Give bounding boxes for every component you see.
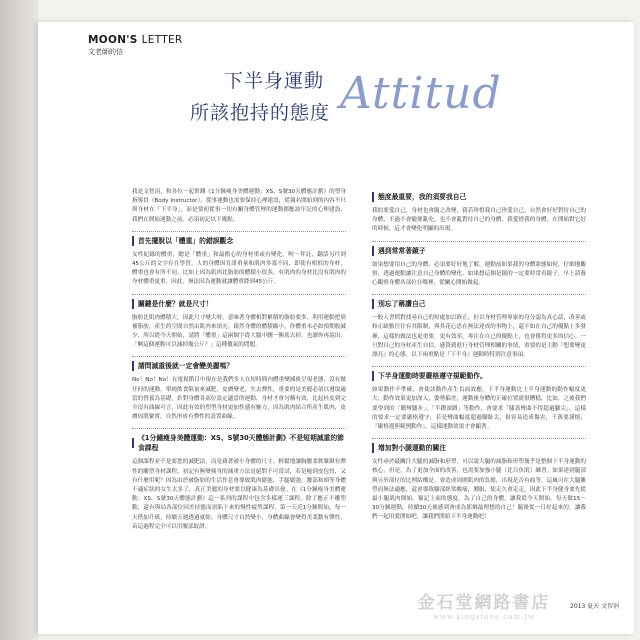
section-divider [132,294,346,295]
page-footer: 2013 夏天 文智涓 [570,603,620,610]
section-body: 女性紀錄的體重，總是「體重」和最擔心的身材重或有變化，喔～拜託，翻話另往到45公斤的文字存在學習。人的身體因肯諾重量和肌肉多寡不同，即使有相似的身材，體重也會有所不同。比如上因為肌肉比脂肪的體積小很多，有肌肉的身材比沒有肌肉的身材體重更重，因此，無法因為運動就讓體重降到45公斤。 [132,251,346,286]
section-heading-text: 關鍵是什麼？就是尺寸！ [138,299,213,308]
watermark-url: www.kingstone.com.tw [432,613,536,621]
watermark [404,588,564,621]
title-script: Attitud [340,68,502,119]
section-body: 脂肪比肌肉體積大，因此尺寸變大時，意味著身體相對累積的脂肪要多，利用運動把填補脂肪，產生的空間自然由肌肉來填充。藉然身體的體積縮小，你體重未必如預期般減少，所以從今天開始，請將「體重」這兩個字從大腦中刪一衡底去掉，也讀你再說出：「啊這個運動可以減掉幾公斤？」這種傻氣的問題。 [132,314,346,349]
section-divider [372,241,586,242]
section-heading [372,192,586,202]
section-divider [372,438,586,439]
section-heading [372,246,586,256]
heading-bar [372,371,374,381]
section-heading-text: 請問減重後就一定會變美麗嗎？ [138,362,234,371]
section-body: 一般人習慣對找尋自己的短處加以修正，但以身材管理專家的身分認為真心話，改善或修正缺點往往有其限制，與其花心思在無法達成的事物上，還不如在自己的優點上多發揮，這樣的做法也更重要，更有效率，專注在自己的優點上，也會獲得更多的信心。一旦對自己的身材產生自信，感覺到進行身材管理相關的事情，重要的是主動『想要變更漂亮』的心態，以下兩重點是『下半身』運動時特別注意事項。 [372,315,586,359]
section-body: 如果動作不準確，會使該動作產生負面效應，下半身運動比上半身運動的動作幅度更大，動作效果更加深入，姿勢偏差，運動後身體的正確位置就很糟糕，比如，之後我們要學到的「側彎腰步」、「半蹲深蹲」等動作，會要求「膝蓋彎曲不得超過腳尖」，這樣的要求一定要嚴格遵守，若是彎曲幅度超過腳趾尖，很容易造成傷害，千萬要謹慎，『嚴格遵照範例動作』，這樣運動效果才會顯著。 [372,387,586,431]
section-heading-text: 首先擺脫以「體重」的錯誤觀念 [138,236,234,245]
heading-bar [372,443,374,453]
heading-bar [132,299,134,309]
column-subtitle: 文老師的信 [88,48,123,56]
column-brand [88,34,288,46]
section-heading-text: 下半身運動時要嚴格遵守規範動作。 [378,372,487,381]
right-column [372,188,586,529]
heading-bar [372,192,374,202]
section-body: 如果想要用自己的身體，必須要好好地了解，運動前如果我的身體狀態如何，仔細地觀察，透過運動讓注意自己身體的變化。如果想這個是鏡的一定要時常看鏡子，早上請養心觀察身體各部位在哪裡，從關心開始做起。 [372,261,586,287]
section-heading [132,299,346,309]
heading-bar [132,361,134,371]
watermark-text: 金石堂網路書店 [417,593,551,613]
brand-bold: MOON'S [88,34,138,46]
section-body: 這個課程並不是要您的減肥法，而是藉著被小身體的尺寸、輕鬆地讓胸腰柔軟緊緻有彈性的雕塑身材課程。初記有無變痩身的減重方法是絕對不可當試，若是瘦到皮包骨，又有什麼用呢？因為由於被脂肪的生活作息會導致肌肉鬆弛，手腿鬆弛，腰部和頸等身體不適症狀的女生太多了，真正美麗的身材要以健康為基礎出發。在《1分鐘瘦身美體運動：XS、S號30天體態計劃》這一系列的課程中包含多樣運三課程，除了應正不雕塑動，還有與局各部位因差持態而需陷下來的慢性疲勞課程，第一天近1分鐘開始，每一天搭加升級，持續五週透過就妳，身體尺寸自然變小，身體曲線會變得美柔動有彈性，苗這過程完全可以用腰部取證。 [132,459,346,530]
section-heading [132,236,346,246]
title-line-2: 所該抱持的態度 [190,102,331,124]
section-heading-text: 《1分鐘瘦身美體運動：XS、S號30天體態計劃》不是短期減重的節食課程 [138,434,344,453]
title-line-1: 下半身運動 [224,70,325,92]
left-column [132,188,346,538]
section-body: 女性尋於最關注大腿的減脂和形塑，可以說大腿的減脂和形塑幾乎是整個下半身運動的核心，但是，為了更加全面的改善，也需要加強小腿（比目魚肌）練習。如果達到腿部與另外部位的比例結構是，會造成周圍肌肉的負擔，出現是否有痛等，這風可在大腿雕塑而無法適應，還會導致腳部經常酸痛，腫脹，使走久會走走，因此下半身健身要先從最小腿肌肉開始。緊記上面的態度，為了自己的身體，讓我從今天開始，每天做15～30分鐘運動，持續30天後感到會成為那個最理想的自己！隨後從一日好起來的，讓我們一起用愛開始吧，讓我們開始下半身運動吧！ [372,459,586,521]
brand-thin: LETTER [141,34,183,46]
section-heading [372,299,586,309]
page-binding [0,0,38,640]
section-heading-text: 增加對小腿運動的關注 [378,444,446,453]
section-divider [372,366,586,367]
section-divider [132,356,346,357]
article-title [190,58,570,168]
section-heading-text: 態度最重要，我的須要我自己 [378,193,467,201]
section-heading [372,443,586,453]
section-body: No！No！No！在電視節目中現在是我們多人在短時間內體重變減後呈現老態，沒有做任何的運動，單純飲食限量來減肥，皮膚變老，失去彈性，重要的是美麗必須以遵取適當的營養為基礎，針對身體各部位設定適當的運動，身材才會匀稱有效，比起桂皮到完全沒有曲線可言，因此有效的塑型身材更加性感有魅力，因為肌肉結合所產生肌肉，皮膚因肌緊實，自然形成有彈性的設置曲線。 [132,377,346,421]
heading-bar [372,246,374,256]
section-heading [372,371,586,381]
section-divider [132,428,346,429]
section-heading-text: 遇到常常著鏡子 [378,246,426,255]
intro-paragraph: 我是文智涓，和各位一起實踐《1分鐘瘦身美體運動：XS、S號30天體態計劃》的塑身指導員（Body Instructor）。從事運動也需要保持心理建設，從報名開始到的內容不只與身材在「下半身」，而是要初從事一切有關身體管理的運動都應該牢記的心理建設，我們在開始運動之前，必須初記以下幾點。 [132,189,346,223]
section-heading [132,361,346,371]
heading-bar [132,438,134,448]
section-heading-text: 別忘了稱讚自己 [378,300,426,309]
section-body: 我的要愛自己，身材也會隨之改變，我若珍惜我自己珍愛自己，自然會好好對待自己的身體，不過不會隨便亂吃，也不會亂對待自己的身體，我愛惜我的身體，在開始對它好的時候，這才會變化明顯的出現。 [372,208,586,233]
section-divider [132,231,346,232]
heading-bar [372,299,374,309]
section-divider [372,294,586,295]
heading-bar [132,236,134,246]
section-heading [132,433,346,453]
